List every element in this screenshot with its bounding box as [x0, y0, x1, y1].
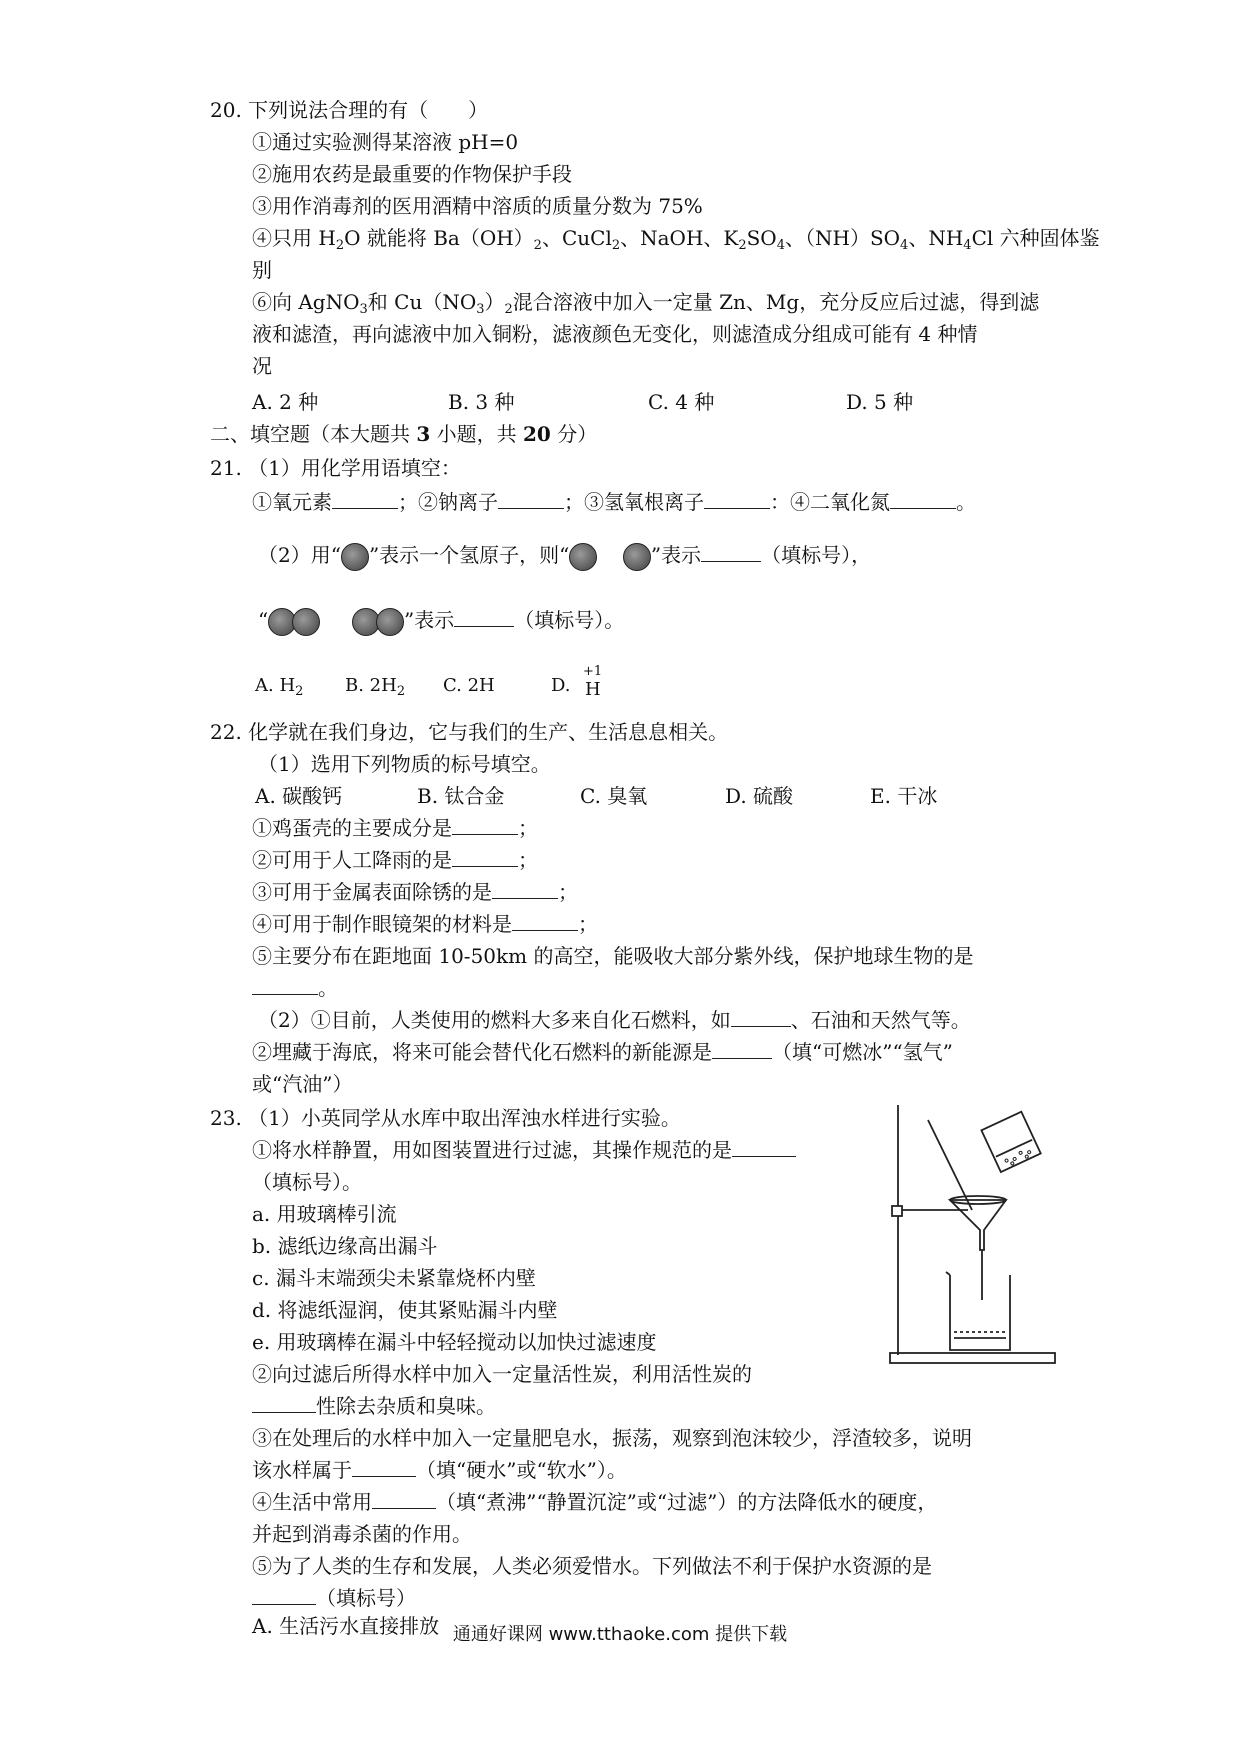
q23-opt-b: b. 滤纸边缘高出漏斗 — [252, 1234, 438, 1258]
q20-item6: ⑥向 AgNO$_3$和 $Cu(NO_3)_2$混合溶液中加入一定量 Zn、Mg，充分反应后过滤，得到滤 — [252, 290, 1040, 317]
answer-blank[interactable] — [332, 490, 398, 509]
q23-option-a: A. 生活污水直接排放 — [252, 1614, 440, 1638]
q23-l5b: （填标号） — [252, 1584, 416, 1612]
section-2-title: 二、填空题（本大题共 3 小题，共 20 分） — [210, 422, 598, 446]
q20-option-d: D. 5 种 — [846, 390, 914, 414]
q21-line1: ①氧元素 ；②钠离子 ；③氢氧根离子 ：④二氧化氮 。 — [252, 490, 976, 514]
q20-stem: 20. 下列说法合理的有（ ） — [210, 98, 489, 122]
q23-l1: ①将水样静置，用如图装置进行过滤，其操作规范的是 — [252, 1136, 796, 1164]
q22-sub1: （1）选用下列物质的标号填空。 — [258, 752, 551, 776]
q21-option-d: D. — [551, 675, 571, 696]
q22-choices — [255, 782, 955, 810]
q23-l5: ⑤为了人类的生存和发展，人类必须爱惜水。下列做法不利于保护水资源的是 — [252, 1554, 932, 1578]
q22-l1: ①鸡蛋壳的主要成分是 ； — [252, 816, 538, 840]
answer-blank[interactable] — [372, 1490, 436, 1509]
hydrogen-atom-icon — [341, 543, 369, 571]
q20-options — [252, 388, 952, 416]
answer-blank[interactable] — [452, 848, 518, 867]
q23-l2: ②向过滤后所得水样中加入一定量活性炭，利用活性炭的 — [252, 1362, 752, 1386]
answer-blank[interactable] — [498, 490, 564, 509]
answer-blank[interactable] — [704, 490, 770, 509]
q20-item4-cont: 别 — [252, 258, 272, 282]
q22-choice-d: D. 硫酸 — [725, 784, 794, 808]
answer-blank[interactable] — [492, 880, 558, 899]
q22-l2: ②可用于人工降雨的是 ； — [252, 848, 538, 872]
hydrogen-atom-icon — [292, 608, 320, 636]
q21-line2: （2）用“ ”表示一个氢原子，则“ ”表示 （填标号）， — [258, 538, 871, 572]
q22-stem: 22. 化学就在我们身边，它与我们的生产、生活息息相关。 — [210, 720, 729, 744]
q20-item2: ②施用农药是最重要的作物保护手段 — [252, 162, 572, 186]
q23-l3b: 该水样属于 （填“硬水”或“软水”）。 — [252, 1458, 627, 1482]
q21-option-b: B. $2H_2$ — [345, 675, 406, 699]
q21-options — [255, 666, 655, 706]
filtration-apparatus-figure — [888, 1100, 1058, 1370]
q23-opt-a: a. 用玻璃棒引流 — [252, 1202, 397, 1226]
q21-option-c: C. 2H — [443, 675, 495, 696]
q22-sub2-c: ②埋藏于海底，将来可能会替代化石燃料的新能源是 （填“可燃冰”“氢气” — [252, 1040, 953, 1064]
q23-opt-d: d. 将滤纸湿润，使其紧贴漏斗内壁 — [252, 1298, 558, 1322]
answer-blank[interactable] — [731, 1008, 791, 1027]
q21-option-a: A. $H_2$ — [255, 675, 304, 699]
q20-item3: ③用作消毒剂的医用酒精中溶质的质量分数为 75% — [252, 194, 703, 218]
q23-opt-c: c. 漏斗末端颈尖未紧靠烧杯内壁 — [252, 1266, 536, 1290]
q20-item6-line3: 况 — [252, 354, 272, 378]
hydrogen-atom-icon — [569, 543, 597, 571]
q22-choice-e: E. 干冰 — [870, 784, 938, 808]
answer-blank[interactable] — [512, 912, 578, 931]
q21-stem: 21. （1）用化学用语填空： — [210, 456, 461, 480]
q22-sub2-e: 或“汽油”） — [252, 1072, 353, 1096]
q23-stem: 23. （1）小英同学从水库中取出浑浊水样进行实验。 — [210, 1106, 681, 1130]
q22-l4: ④可用于制作眼镜架的材料是 ； — [252, 912, 598, 936]
q20-option-a: A. 2 种 — [252, 390, 319, 414]
page-footer: 通通好课网 www.tthaoke.com 提供下载 — [452, 1624, 788, 1645]
q21-option-d-charge: +1 — [583, 664, 603, 679]
q20-option-b: B. 3 种 — [448, 390, 515, 414]
funnel — [950, 1200, 1006, 1250]
hydrogen-atom-icon — [623, 543, 651, 571]
answer-blank[interactable] — [452, 816, 518, 835]
q23-l3: ③在处理后的水样中加入一定量肥皂水，振荡，观察到泡沫较少，浮渣较多，说明 — [252, 1426, 972, 1450]
q21-line3: “ ”表示 （填标号）。 — [258, 603, 624, 637]
q23-l4: ④生活中常用 （填“煮沸”“静置沉淀”或“过滤”）的方法降低水的硬度， — [252, 1490, 938, 1514]
q23-l1b: （填标号）。 — [252, 1170, 362, 1194]
answer-blank[interactable] — [712, 1040, 772, 1059]
answer-blank[interactable] — [352, 1458, 416, 1477]
q22-l5: ⑤主要分布在距地面 10-50km 的高空，能吸收大部分紫外线，保护地球生物的是 — [252, 944, 974, 968]
answer-blank[interactable] — [252, 1394, 316, 1413]
answer-blank[interactable] — [701, 543, 761, 562]
pouring-beaker — [981, 1112, 1040, 1172]
q21-option-d-symbol: H — [585, 679, 601, 700]
q23-opt-e: e. 用玻璃棒在漏斗中轻轻搅动以加快过滤速度 — [252, 1330, 657, 1354]
q22-l5-end: 。 — [252, 974, 338, 1002]
q22-choice-c: C. 臭氧 — [580, 784, 648, 808]
iron-stand-base — [890, 1353, 1055, 1363]
glass-rod — [928, 1120, 972, 1210]
q22-sub2: （2）①目前，人类使用的燃料大多来自化石燃料，如 、石油和天然气等。 — [258, 1008, 971, 1032]
answer-blank[interactable] — [732, 1138, 796, 1157]
q20-item6-line2: 液和滤渣，再向滤液中加入铜粉，滤液颜色无变化，则滤渣成分组成可能有 4 种情 — [252, 322, 978, 346]
q23-l2b: 性除去杂质和臭味。 — [252, 1392, 496, 1420]
q23-l4c: 并起到消毒杀菌的作用。 — [252, 1522, 472, 1546]
q20-option-c: C. 4 种 — [648, 390, 715, 414]
answer-blank[interactable] — [454, 608, 514, 627]
q20-item1: ①通过实验测得某溶液 pH=0 — [252, 130, 519, 154]
answer-blank[interactable] — [252, 976, 318, 995]
answer-blank[interactable] — [252, 1586, 316, 1605]
q22-choice-b: B. 钛合金 — [417, 784, 505, 808]
q22-l3: ③可用于金属表面除锈的是 ； — [252, 880, 578, 904]
answer-blank[interactable] — [890, 490, 956, 509]
hydrogen-atom-icon — [376, 608, 404, 636]
q22-choice-a: A. 碳酸钙 — [255, 784, 343, 808]
q20-item4: ④只用 $H_2O$ 就能将 $Ba(OH)_2$、CuCl$_2$、NaOH、$K_2SO_4$、$(NH)SO_4$、$NH_4Cl$ 六种固体鉴 — [252, 226, 1100, 253]
